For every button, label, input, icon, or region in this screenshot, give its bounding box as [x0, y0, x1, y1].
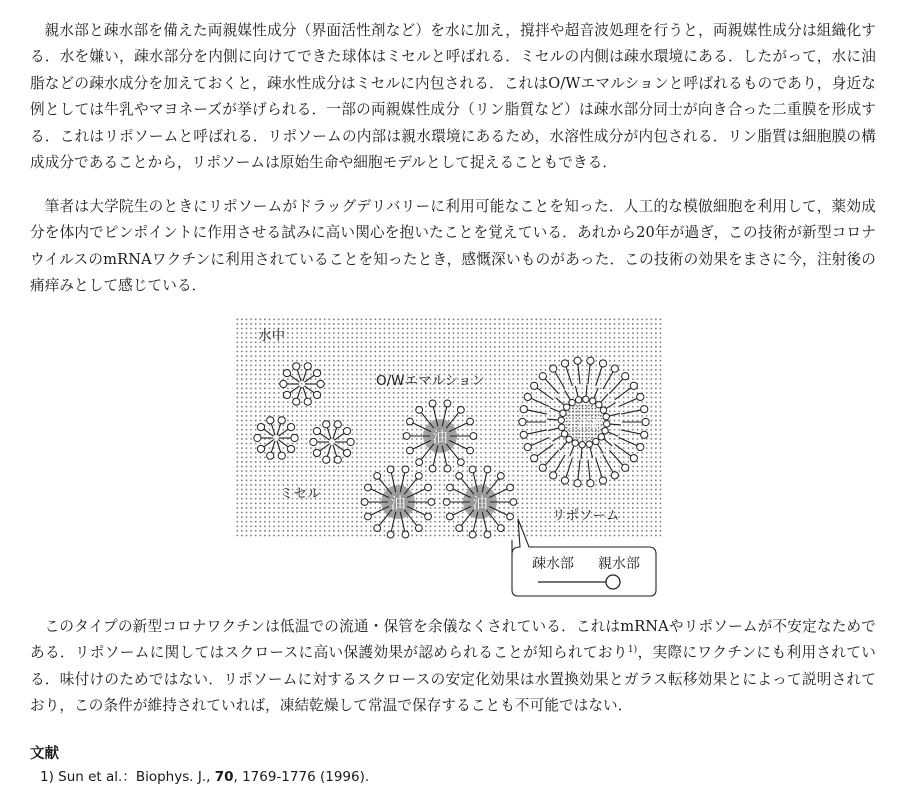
reference-item-1 — [40, 765, 369, 785]
legend-hydrophobic-label: 疎水部 — [532, 556, 574, 572]
reference-volume: 70 — [214, 769, 234, 785]
micelle-label: ミセル — [280, 486, 321, 502]
legend-hydrophilic-head — [606, 575, 620, 589]
legend-hydrophilic-label: 親水部 — [598, 556, 640, 572]
oil-label: 油 — [390, 494, 406, 512]
reference-number: 1) — [40, 769, 54, 785]
water-label: 水中 — [258, 328, 285, 344]
oil-label: 油 — [432, 428, 448, 446]
liposome-label: リポソーム — [552, 508, 620, 524]
paragraph-2: 筆者は大学院生のときにリポソームがドラッグデリバリーに利用可能なことを知った．人工的な模倣細胞を利用して，薬効成分を体内でピンポイントに作用させる試みに高い関心を抱いたことを覚えている．あれから20年が過ぎ，この技術が新型コロナウイルスのmRNAワクチンに利用されていることを知ったとき，感慨深いものがあった．この技術の効果をまさに今，注射後の痛痒みとして感じている． — [30, 198, 876, 295]
aqueous-label: 水溶液 — [564, 416, 604, 431]
paragraph-1: 親水部と疎水部を備えた両親媒性成分（界面活性剤など）を水に加え，撹拌や超音波処理を行うと，両親媒性成分は組織化する．水を嫌い，疎水部分を内側に向けてできた球体はミセルと呼ばれる．ミセルの内側は疎水環境にある．したがって，水に油脂などの疎水成分を加えておくと，疎水性成分はミセルに内包される．これはO/Wエマルションと呼ばれるものであり，身近な例としては牛乳やマヨネーズが挙げられる．一部の両親媒性成分（リン脂質など）は疎水部分同士が向き合った二重膜を形成する．これはリポソームと呼ばれる．リポソームの内部は親水環境にあるため，水溶性成分が内包される．リン脂質は細胞膜の構成成分であることから，リポソームは原始生命や細胞モデルとして捉えることもできる． — [30, 22, 876, 172]
citation-mark: 1) — [627, 645, 638, 656]
reference-pages-year: , 1769-1776 (1996). — [233, 769, 370, 785]
oil-label: 油 — [472, 494, 488, 512]
paragraph-3 — [30, 614, 876, 720]
paragraph-3-text-a: このタイプの新型コロナワクチンは低温での流通・保管を余儀なくされている．これはmRNAやリポソームが不安定なためである．リポソームに関してはスクロースに高い保護効果が認められることが知られており — [30, 618, 876, 662]
emulsion-label: O/Wエマルション — [376, 373, 485, 389]
paragraph-3-text-b: ，実際にワクチンにも利用されている．味付けのためではない．リポソームに対するスクロースの安定化効果は水置換効果とガラス転移効果とによって説明されており，この条件が維持されていれば，凍結乾燥して常温で保存することも不可能ではない． — [30, 644, 876, 715]
reference-authors: Sun et al.：Biophys. J., — [58, 769, 211, 785]
micelle-liposome-figure — [236, 318, 664, 602]
references-heading: 文献 — [30, 746, 59, 762]
